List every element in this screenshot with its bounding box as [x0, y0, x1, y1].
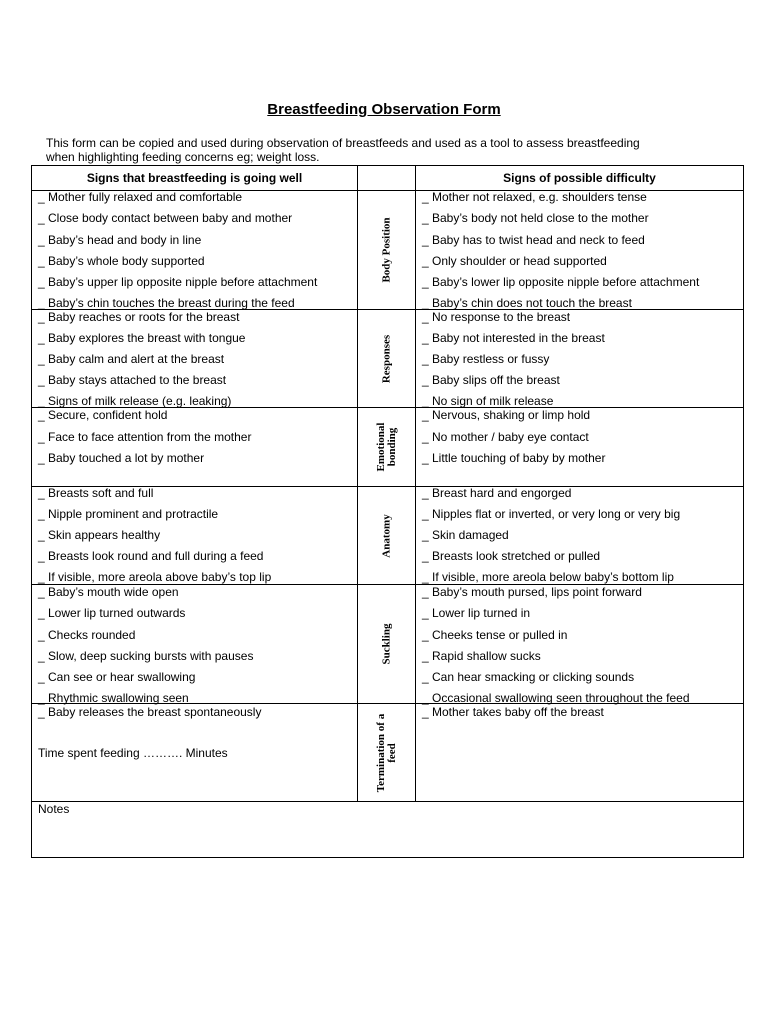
list-item: _ Baby’s body not held close to the mother — [422, 211, 649, 225]
list-item: _ Breasts look stretched or pulled — [422, 549, 601, 563]
list-item: _ Close body contact between baby and mother — [38, 211, 293, 225]
time-spent-feeding: Time spent feeding ………. Minutes — [38, 746, 228, 760]
list-item: _ Baby’s upper lip opposite nipple before attachment — [38, 275, 318, 289]
list-item: _ Nipple prominent and protractile — [38, 507, 219, 521]
list-item: _ No mother / baby eye contact — [422, 430, 589, 444]
list-item: _ Baby slips off the breast — [422, 373, 560, 387]
list-item: _ If visible, more areola above baby’s top lip — [38, 570, 272, 584]
list-item: _ Baby’s head and body in line — [38, 233, 202, 247]
list-item: _ Can hear smacking or clicking sounds — [422, 670, 635, 684]
list-item: _ Secure, confident hold — [38, 408, 168, 422]
header-going-well: Signs that breastfeeding is going well — [86, 171, 303, 185]
list-item: _ Slow, deep sucking bursts with pauses — [38, 649, 254, 663]
list-item: _ Skin damaged — [422, 528, 509, 542]
list-item: _ Mother takes baby off the breast — [422, 705, 604, 719]
list-item: _ No response to the breast — [422, 310, 571, 324]
list-item: _ Baby not interested in the breast — [422, 331, 605, 345]
list-item: _ Only shoulder or head supported — [422, 254, 607, 268]
intro-text — [46, 136, 746, 164]
section-label-suckling: Suckling — [380, 623, 392, 665]
list-item: _ Baby restless or fussy — [422, 352, 550, 366]
list-item: _ Nipples flat or inverted, or very long or very big — [422, 507, 681, 521]
list-item: _ Cheeks tense or pulled in — [422, 628, 568, 642]
row-divider — [32, 801, 743, 802]
list-item: _ Breasts look round and full during a feed — [38, 549, 264, 563]
section-responses-right — [416, 309, 743, 407]
list-item: _ Baby calm and alert at the breast — [38, 352, 225, 366]
list-item: _ Baby touched a lot by mother — [38, 451, 205, 465]
list-item: _ Occasional swallowing seen throughout the feed — [422, 691, 690, 705]
list-item: _ Baby’s mouth pursed, lips point forward — [422, 585, 642, 599]
list-item: _ Baby’s mouth wide open — [38, 585, 179, 599]
list-item: _ Baby reaches or roots for the breast — [38, 310, 240, 324]
page-title: Breastfeeding Observation Form — [267, 101, 501, 118]
list-item: _ Mother not relaxed, e.g. shoulders tense — [422, 190, 647, 204]
notes-label: Notes — [38, 802, 70, 816]
list-item: _ Rhythmic swallowing seen — [38, 691, 189, 705]
section-emotional-bonding-left — [32, 407, 357, 486]
list-item: _ Can see or hear swallowing — [38, 670, 196, 684]
list-item: _ Face to face attention from the mother — [38, 430, 252, 444]
list-item: _ No sign of milk release — [422, 394, 554, 408]
section-suckling-left — [32, 584, 357, 703]
section-termination-right — [416, 703, 743, 801]
list-item: _ Nervous, shaking or limp hold — [422, 408, 591, 422]
section-responses-left — [32, 309, 357, 407]
intro-line-2: when highlighting feeding concerns eg; weight loss. — [46, 150, 320, 164]
list-item: _ Baby’s chin does not touch the breast — [422, 296, 632, 310]
list-item: _ If visible, more areola below baby’s bottom lip — [422, 570, 674, 584]
list-item: _ Baby stays attached to the breast — [38, 373, 227, 387]
list-item: _ Baby explores the breast with tongue — [38, 331, 246, 345]
list-item: _ Breasts soft and full — [38, 486, 154, 500]
section-body-position-left — [32, 190, 357, 309]
list-item: _ Breast hard and engorged — [422, 486, 572, 500]
section-suckling-right — [416, 584, 743, 703]
section-anatomy-right — [416, 486, 743, 584]
list-item: _ Rapid shallow sucks — [422, 649, 541, 663]
intro-line-1: This form can be copied and used during observation of breastfeeds and used as a tool to assess breastfeeding — [46, 136, 640, 150]
list-item: _ Baby’s chin touches the breast during the feed — [38, 296, 295, 310]
list-item: _ Baby’s lower lip opposite nipple before attachment — [422, 275, 700, 289]
section-label-emotional-bonding: Emotional bonding — [374, 422, 398, 472]
section-label-body-position: Body Position — [380, 217, 392, 283]
list-item: _ Little touching of baby by mother — [422, 451, 606, 465]
list-item: _ Skin appears healthy — [38, 528, 161, 542]
list-item: _ Checks rounded — [38, 628, 136, 642]
list-item: _ Baby’s whole body supported — [38, 254, 205, 268]
list-item: _ Lower lip turned in — [422, 606, 531, 620]
list-item: _ Mother fully relaxed and comfortable — [38, 190, 243, 204]
list-item: _ Lower lip turned outwards — [38, 606, 186, 620]
list-item: _ Signs of milk release (e.g. leaking) — [38, 394, 232, 408]
section-label-termination: Termination of a feed — [374, 713, 398, 792]
section-body-position-right — [416, 190, 743, 309]
section-termination-left — [32, 703, 357, 801]
observation-table — [31, 165, 744, 858]
list-item: _ Baby has to twist head and neck to feed — [422, 233, 645, 247]
header-possible-difficulty: Signs of possible difficulty — [503, 171, 656, 185]
section-anatomy-left — [32, 486, 357, 584]
list-item: _ Baby releases the breast spontaneously — [38, 705, 262, 719]
section-label-anatomy: Anatomy — [380, 513, 392, 558]
section-emotional-bonding-right — [416, 407, 743, 486]
section-label-responses: Responses — [380, 334, 392, 383]
